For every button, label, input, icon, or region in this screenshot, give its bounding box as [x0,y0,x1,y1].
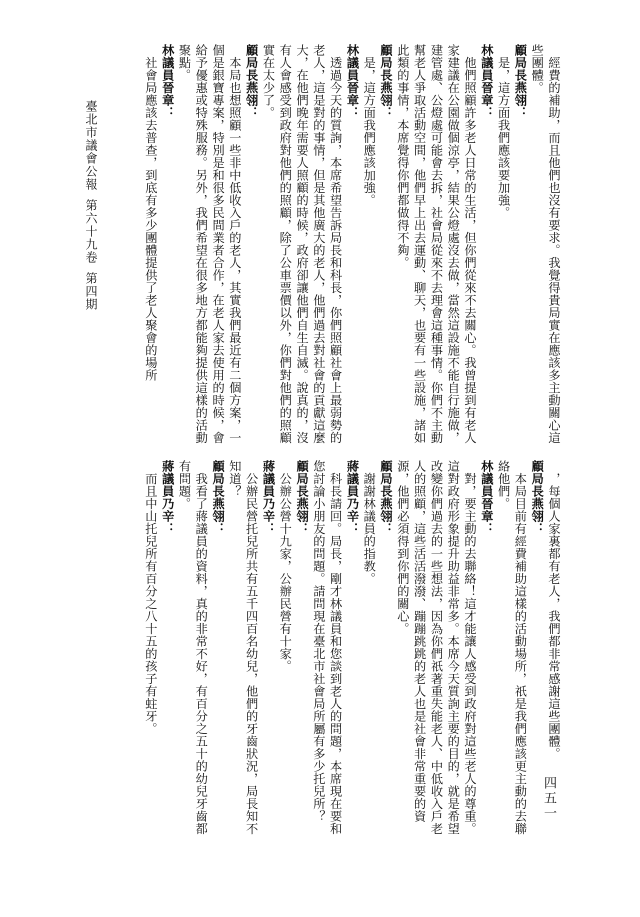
speech-paragraph [176,44,243,452]
speech-text: 社會局應該去普查，到底有多少團體提供了老人聚會的場所 [143,44,158,382]
speaker-line [260,460,277,840]
speaker-name: 蔣議員乃辛： [261,460,276,535]
speaker-name: 顧局長燕翎： [379,460,394,535]
speech-paragraph [276,460,293,840]
speech-paragraph [310,460,344,840]
speech-paragraph [360,44,377,452]
speech-text: 我看了蔣議員的資料，真的非常不好，有百分之五十的幼兒牙齒都有問題。 [177,460,209,835]
speaker-line [512,44,529,452]
speech-text: 公辦民營托兒所共有五千四百名幼兒，他們的牙齒狀況，局長知不知道？ [227,460,259,835]
speech-paragraph [394,44,478,452]
speech-text: 經費的補助，而且他們也沒有要求。我覺得貴局實在應該多主動關心這些團體。 [530,44,561,444]
speech-paragraph [142,44,159,452]
speaker-line [159,460,176,840]
speech-text: 謝謝林議員的指教。 [362,460,377,585]
speaker-name: 顧局長燕翎： [379,44,394,119]
transcript-bottom [102,460,562,840]
speaker-line [478,44,495,452]
speech-text: 公辦公營十九家，公辦民營有十家。 [278,460,293,673]
speaker-line [344,44,361,452]
speaker-name: 顧局長燕翎： [211,460,226,535]
speech-paragraph [260,44,344,452]
speech-paragraph [495,460,529,840]
speech-text: ，每個人家裏都有老人，我們都非常感謝這些團體。 [547,460,561,760]
speaker-name: 林議員晉章： [479,44,494,119]
speaker-name: 林議員晉章： [479,460,494,535]
speaker-name: 林議員晉章： [160,44,175,119]
speaker-name: 顧局長燕翎： [513,44,528,119]
speaker-name: 蔣議員乃辛： [345,460,360,535]
speaker-name: 蔣議員乃辛： [160,460,175,535]
speech-text: 本局也想照顧一些非中低收入戶的老人，其實我們最近有二個方案，一個是銀寶專案，特別是和很多民間業者合作，在老人家去使用的時候，會給予優惠或特殊服務。另外，我們希望在很多地方都能夠提供這樣的活動聚點。 [177,44,242,444]
speech-paragraph [394,460,478,840]
speech-text: 他們照顧許多老人日常的生活，但你們從來不去關心。我曾提到有老人家建議在公園做個涼亭，結果公燈處沒去做，當然這設施不能自行施做，建管處、公燈處可能會去拆，社會局從來不去理會這種事情。你們不主動幫老人爭取活動空間，他們早上出去運動、聊天，也要有一些設施，諸如此類的事情，本席覺得你們都做得不夠。 [395,44,478,444]
page-number: 四五一 [541,776,556,821]
speech-paragraph [176,460,210,840]
speaker-line [478,460,495,840]
speech-text: 科長請回。局長，剛才林議員和您談到老人的問題，本席現在要和您討論小朋友的問題。請問現在臺北市社會局所屬有多少托兒所？ [311,460,343,835]
issue-label: 第四期 [84,272,98,311]
speaker-line [209,460,226,840]
speech-text: 是，這方面我們應該要加強。 [496,44,511,219]
speech-text: 對，要主動的去聯絡！這才能讓人感受到政府對這些老人的尊重。這對政府形象提升助益非常多。本席今天質詢主要的目的，就是希望改變你們過去的一些想法，因為你們祇著重失能老人、中低收入戶老人的照顧，這些活活潑潑、蹦蹦跳跳的老人也是社會非常重要的資源，他們必須得到你們的關心。 [395,460,478,835]
journal-title: 臺北市議會公報 [84,100,98,191]
transcript-top [82,44,562,452]
speech-paragraph [360,460,377,840]
speaker-line [377,44,394,452]
speech-text: 本局目前有經費補助這樣的活動場所，祇是我們應該更主動的去聯絡他們。 [496,460,528,835]
speech-paragraph [142,460,159,840]
speaker-name: 顧局長燕翎： [530,460,545,535]
speech-text: 是，這方面我們應該加強。 [362,44,377,207]
speaker-line [159,44,176,452]
speaker-line [293,460,310,840]
speech-paragraph [226,460,260,840]
speaker-line [377,460,394,840]
speaker-name: 顧局長燕翎： [295,460,310,535]
speaker-line [344,460,361,840]
speaker-name: 林議員晉章： [345,44,360,119]
speech-text: 而且中山托兒所有百分之八十五的孩子有蛀牙。 [143,460,158,735]
speaker-name: 顧局長燕翎： [244,44,259,119]
speaker-line [243,44,260,452]
speech-paragraph [495,44,512,452]
speech-paragraph [528,44,562,452]
speech-text: 透過今天的質詢，本席希望告訴局長和科長，你們照顧社會上最弱勢的老人，這是對的事情，但是其他廣大的老人，他們過去對社會的貢獻這麼大，在他們晚年需要人照顧的時候，政府卻讓他們自生自滅。說真的，沒有人會感受到政府對他們的照顧，除了公車票價以外，你們對他們的照顧實在太少了。 [261,44,343,444]
volume-label: 第六十九卷 [84,199,98,264]
